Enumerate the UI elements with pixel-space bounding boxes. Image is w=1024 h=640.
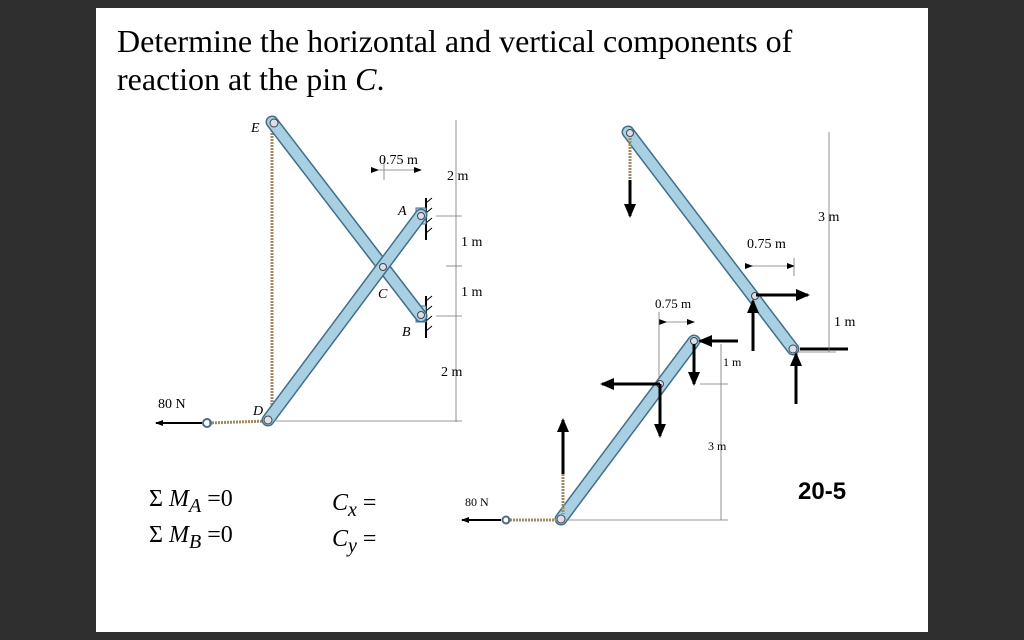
equals-zero: =0 bbox=[201, 486, 233, 512]
label-b: B bbox=[402, 325, 411, 340]
equation-cy bbox=[332, 526, 376, 558]
subscript-y: y bbox=[348, 534, 357, 557]
pin-label: C bbox=[355, 61, 377, 97]
pin-e bbox=[270, 119, 278, 127]
fbd-dim-3m-lower: 3 m bbox=[708, 439, 727, 453]
fbd-dim-1m-right: 1 m bbox=[834, 315, 856, 330]
dim-1m-a: 1 m bbox=[461, 235, 483, 250]
subscript-b: B bbox=[188, 530, 202, 553]
title-period: . bbox=[376, 61, 385, 97]
right-fbd-diagram bbox=[462, 130, 856, 524]
dim-1m-b: 1 m bbox=[461, 285, 483, 300]
dim-075: 0.75 m bbox=[379, 153, 418, 168]
fbd-dim-075-lower: 0.75 m bbox=[655, 296, 692, 311]
force-label-left: 80 N bbox=[158, 397, 186, 412]
title-line-2-text: reaction at the pin bbox=[117, 61, 356, 97]
left-frame-diagram bbox=[156, 119, 483, 427]
equation-sum-ma bbox=[149, 486, 233, 518]
slide bbox=[96, 8, 928, 632]
label-e: E bbox=[251, 121, 260, 136]
equals-sign: = bbox=[356, 526, 377, 552]
fbd-dim-1m-lower: 1 m bbox=[723, 355, 742, 369]
sigma-symbol: Σ bbox=[149, 522, 169, 548]
label-d: D bbox=[253, 404, 264, 419]
pin-c bbox=[380, 264, 387, 271]
dim-2m-top: 2 m bbox=[447, 169, 469, 184]
pin-a bbox=[418, 213, 425, 220]
moment-symbol: M bbox=[168, 486, 189, 512]
fbd-dim-3m-right: 3 m bbox=[818, 210, 840, 225]
c-symbol: C bbox=[332, 526, 349, 552]
pin-d bbox=[264, 416, 272, 424]
equation-cx bbox=[332, 490, 376, 522]
c-symbol: C bbox=[332, 490, 349, 516]
title-line-1: Determine the horizontal and vertical components of bbox=[117, 23, 793, 59]
dim-2m-bottom: 2 m bbox=[441, 365, 463, 380]
moment-symbol: M bbox=[168, 522, 189, 548]
label-c: C bbox=[378, 287, 388, 302]
fbd-force-label: 80 N bbox=[465, 495, 489, 509]
sigma-symbol: Σ bbox=[149, 486, 169, 512]
equation-sum-mb bbox=[149, 522, 233, 554]
pin-b bbox=[418, 312, 425, 319]
subscript-x: x bbox=[348, 498, 357, 521]
slide-number: 20-5 bbox=[798, 478, 847, 505]
fbd-dim-075-upper: 0.75 m bbox=[747, 237, 786, 252]
subscript-a: A bbox=[188, 494, 202, 517]
label-a: A bbox=[398, 204, 407, 219]
equals-sign: = bbox=[356, 490, 377, 516]
equals-zero: =0 bbox=[201, 522, 233, 548]
cable-d-ring bbox=[208, 421, 268, 423]
